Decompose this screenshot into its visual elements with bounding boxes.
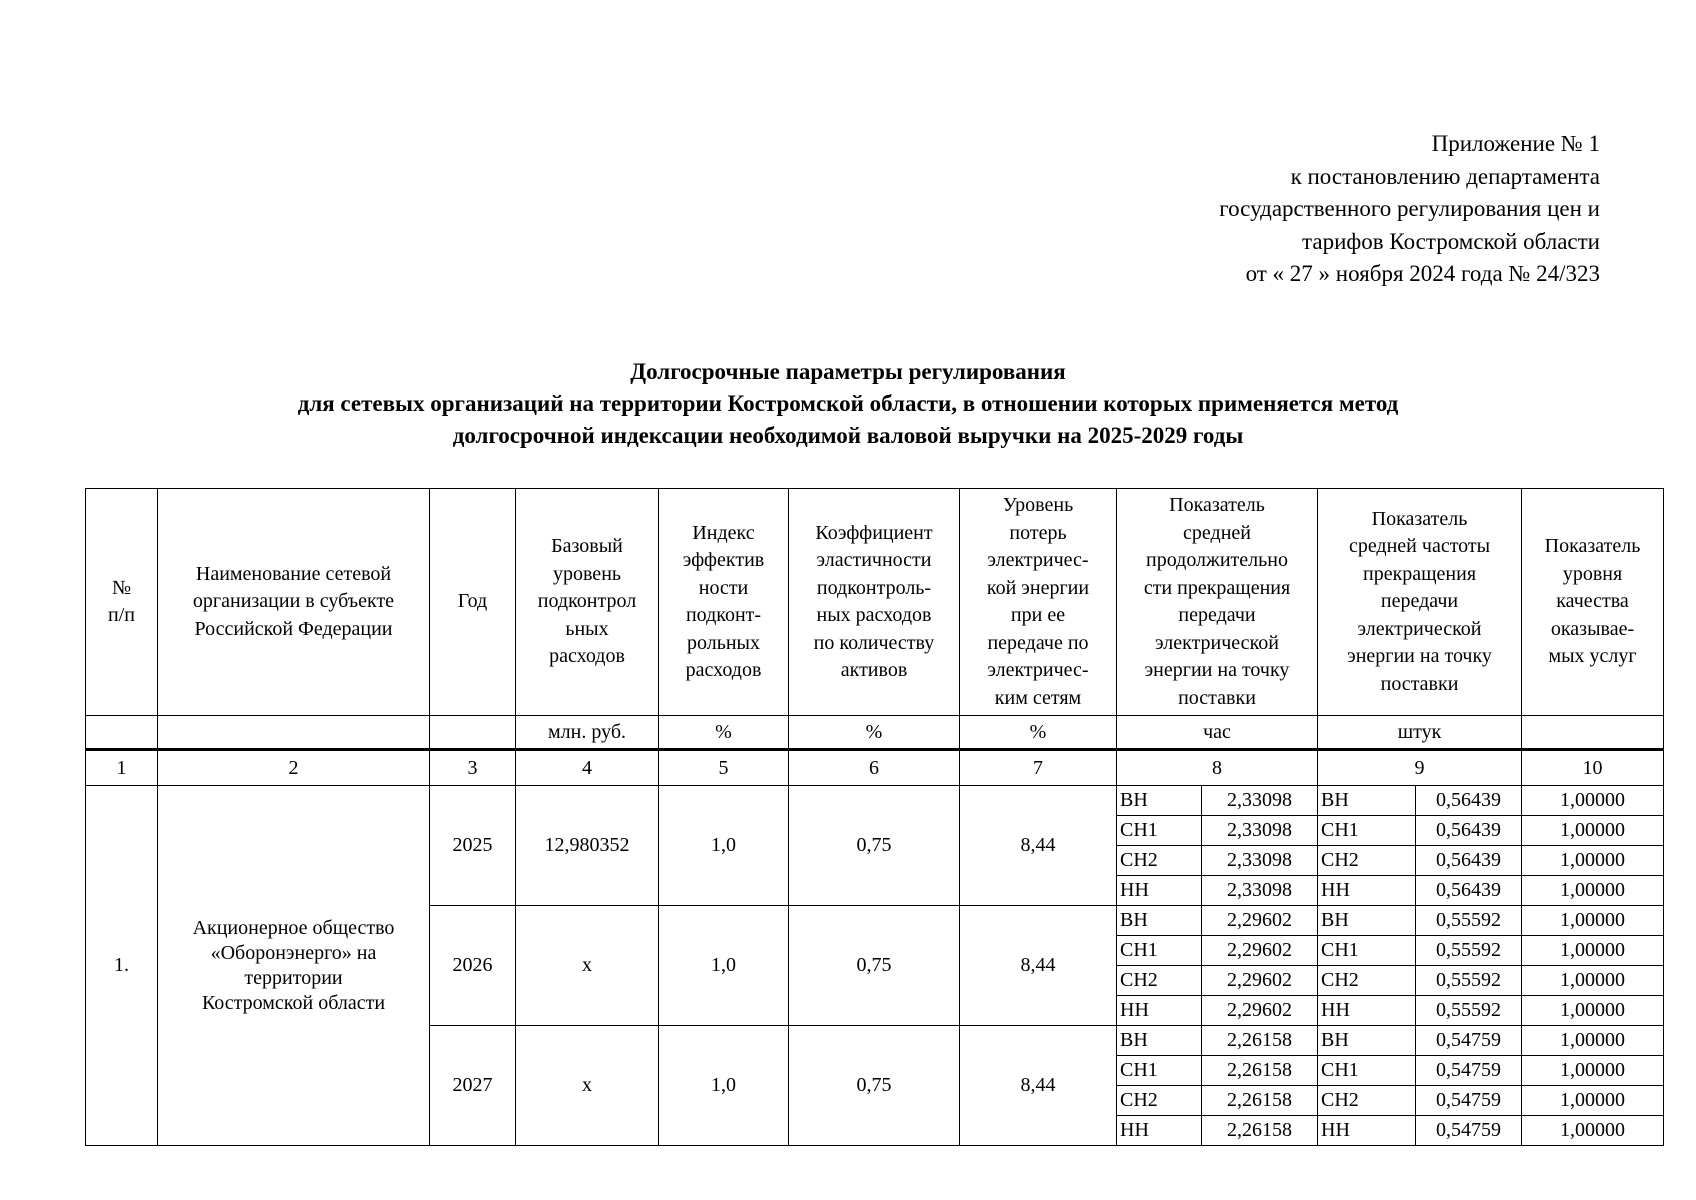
base-cost-cell: 12,980352 [516,786,659,906]
cell-line: подконт- [685,604,762,626]
cell-line: средней частоты [1348,535,1491,558]
cell-line: подконтрол [537,590,637,613]
unit-cell: % [789,716,960,750]
column-number: 10 [1522,750,1664,786]
column-number: 4 [516,750,659,786]
table-row [86,786,1664,816]
efficiency-index-cell: 1,0 [659,906,789,1026]
column-number: 1 [86,750,158,786]
unit-cell: % [960,716,1117,750]
frequency-value: 0,56439 [1416,786,1522,816]
cell-line: Наименование сетевой [195,562,392,585]
cell-line: поставки [1380,672,1459,695]
duration-value: 2,26158 [1202,1056,1318,1086]
column-header [516,489,659,716]
voltage-level: ВН [1318,786,1416,816]
cell-line: кой энергии [986,576,1090,599]
voltage-level: СН2 [1117,1086,1202,1116]
document-title [0,356,1696,452]
quality-value: 1,00000 [1522,936,1664,966]
voltage-level: ВН [1117,906,1202,936]
quality-value: 1,00000 [1522,1026,1664,1056]
cell-line: ных расходов [816,604,932,626]
cell-line: качества [1556,590,1629,613]
cell-line: рольных [687,631,760,654]
duration-value: 2,26158 [1202,1026,1318,1056]
voltage-level: ВН [1318,906,1416,936]
voltage-level: СН2 [1318,846,1416,876]
cell-line: расходов [685,659,762,681]
unit-cell: час [1117,716,1318,750]
quality-value: 1,00000 [1522,996,1664,1026]
duration-value: 2,33098 [1202,876,1318,906]
cell-line: сти прекращения [1143,576,1291,599]
appendix-block [1219,128,1600,291]
losses-cell: 8,44 [960,906,1117,1026]
column-header [1117,489,1318,716]
cell-line: Показатель [1169,494,1265,516]
year-cell: 2025 [430,786,516,906]
voltage-level: СН2 [1117,966,1202,996]
voltage-level: СН2 [1117,846,1202,876]
quality-value: 1,00000 [1522,1056,1664,1086]
voltage-level: СН1 [1117,1056,1202,1086]
quality-value: 1,00000 [1522,876,1664,906]
cell-line: передаче по [987,631,1089,654]
cell-line: по количеству [813,631,935,654]
column-header [960,489,1117,716]
losses-cell: 8,44 [960,786,1117,906]
cell-line: передачи [1380,590,1459,613]
column-header [86,489,158,716]
cell-line: электрической [1155,631,1279,654]
column-number: 9 [1318,750,1522,786]
efficiency-index-cell: 1,0 [659,1026,789,1146]
cell-line: энергии на точку [1347,645,1492,668]
voltage-level: СН1 [1318,1056,1416,1086]
column-header [789,489,960,716]
cell-line: продолжительно [1146,549,1288,571]
frequency-value: 0,54759 [1416,1056,1522,1086]
losses-cell: 8,44 [960,1026,1117,1146]
elasticity-cell: 0,75 [789,1026,960,1146]
units-row [86,716,1664,750]
cell-line: ности [698,576,749,599]
elasticity-cell: 0,75 [789,786,960,906]
cell-line: Показатель [1544,535,1641,558]
frequency-value: 0,55592 [1416,996,1522,1026]
frequency-value: 0,55592 [1416,906,1522,936]
voltage-level: НН [1117,1116,1202,1146]
duration-value: 2,26158 [1202,1116,1318,1146]
column-number: 6 [789,750,960,786]
column-header [659,489,789,716]
voltage-level: СН1 [1318,816,1416,846]
quality-value: 1,00000 [1522,966,1664,996]
cell-line: Российской Федерации [194,617,393,640]
cell-line: энергии на точку [1144,659,1290,681]
efficiency-index-cell: 1,0 [659,786,789,906]
org-number: 1. [86,786,158,1146]
quality-value: 1,00000 [1522,816,1664,846]
appendix-line: к постановлению департамента [1290,163,1600,189]
frequency-value: 0,56439 [1416,876,1522,906]
cell-line: уровень [552,562,622,585]
voltage-level: СН1 [1117,936,1202,966]
voltage-level: НН [1117,876,1202,906]
voltage-level: СН1 [1117,816,1202,846]
column-number: 7 [960,750,1117,786]
quality-value: 1,00000 [1522,846,1664,876]
cell-line: «Оборонэнерго» на [210,941,377,964]
voltage-level: ВН [1318,1026,1416,1056]
column-header [158,489,430,716]
unit-cell: % [659,716,789,750]
title-line: Долгосрочные параметры регулирования [630,359,1066,384]
frequency-value: 0,54759 [1416,1026,1522,1056]
quality-value: 1,00000 [1522,786,1664,816]
frequency-value: 0,56439 [1416,846,1522,876]
voltage-level: НН [1318,1116,1416,1146]
cell-line: расходов [549,645,625,668]
cell-line: № [111,576,132,599]
frequency-value: 0,54759 [1416,1116,1522,1146]
voltage-level: СН2 [1318,966,1416,996]
title-line: для сетевых организаций на территории Костромской области, в отношении которых применяется метод [297,391,1399,416]
cell-line: Базовый [551,535,623,558]
cell-line: эластичности [816,549,932,571]
cell-line: Акционерное общество [192,916,395,939]
frequency-value: 0,56439 [1416,816,1522,846]
cell-line: уровня [1562,562,1623,585]
elasticity-cell: 0,75 [789,906,960,1026]
column-header [430,489,516,716]
voltage-level: СН1 [1318,936,1416,966]
unit-cell [86,716,158,750]
appendix-line: государственного регулирования цен и [1219,196,1600,221]
cell-line: поставки [1178,686,1256,709]
voltage-level: НН [1117,996,1202,1026]
quality-value: 1,00000 [1522,1086,1664,1116]
appendix-line: от « 27 » ноября 2024 года № 24/323 [1245,261,1600,286]
year-cell: 2026 [430,906,516,1026]
duration-value: 2,29602 [1202,996,1318,1026]
cell-line: Уровень [1002,494,1074,516]
parameters-table [85,488,1664,1146]
appendix-line: Приложение № 1 [1431,131,1600,156]
column-number: 8 [1117,750,1318,786]
voltage-level: СН2 [1318,1086,1416,1116]
quality-value: 1,00000 [1522,906,1664,936]
cell-line: передачи [1178,604,1256,626]
cell-line: территории [244,966,343,989]
cell-line: Год [457,590,488,613]
voltage-level: НН [1318,876,1416,906]
column-number: 2 [158,750,430,786]
cell-line: электрической [1357,617,1482,640]
duration-value: 2,33098 [1202,786,1318,816]
duration-value: 2,26158 [1202,1086,1318,1116]
cell-line: Костромской области [201,991,386,1014]
unit-cell: штук [1318,716,1522,750]
year-cell: 2027 [430,1026,516,1146]
cell-line: Коэффициент [815,521,933,544]
voltage-level: ВН [1117,786,1202,816]
duration-value: 2,29602 [1202,906,1318,936]
duration-value: 2,29602 [1202,966,1318,996]
cell-line: подконтроль- [816,576,932,599]
cell-line: ьных [565,617,609,640]
cell-line: Индекс [692,521,755,544]
header-row [86,489,1664,716]
cell-line: средней [1183,521,1251,544]
frequency-value: 0,55592 [1416,966,1522,996]
cell-line: мых услуг [1548,645,1637,668]
frequency-value: 0,54759 [1416,1086,1522,1116]
frequency-value: 0,55592 [1416,936,1522,966]
unit-cell [1522,716,1664,750]
cell-line: прекращения [1362,562,1477,585]
appendix-line: тарифов Костромской области [1302,228,1600,254]
duration-value: 2,29602 [1202,936,1318,966]
column-number: 5 [659,750,789,786]
voltage-level: НН [1318,996,1416,1026]
column-numbers-row [86,750,1664,786]
cell-line: активов [840,659,908,681]
voltage-level: ВН [1117,1026,1202,1056]
base-cost-cell: х [516,1026,659,1146]
cell-line: Показатель [1371,507,1468,530]
cell-line: электричес- [987,549,1089,571]
cell-line: п/п [108,604,135,626]
unit-cell [430,716,516,750]
cell-line: при ее [1010,604,1066,626]
duration-value: 2,33098 [1202,816,1318,846]
column-number: 3 [430,750,516,786]
unit-cell: млн. руб. [516,716,659,750]
cell-line: ким сетям [994,686,1082,709]
cell-line: организации в субъекте [192,590,395,613]
cell-line: электричес- [987,659,1089,681]
column-header [1522,489,1664,716]
title-line: долгосрочной индексации необходимой валовой выручки на 2025-2029 годы [452,423,1244,448]
column-header [1318,489,1522,716]
quality-value: 1,00000 [1522,1116,1664,1146]
unit-cell [158,716,430,750]
cell-line: эффектив [682,549,765,571]
cell-line: потерь [1009,521,1067,544]
duration-value: 2,33098 [1202,846,1318,876]
org-name [158,786,430,1146]
base-cost-cell: х [516,906,659,1026]
cell-line: оказывае- [1550,617,1635,640]
